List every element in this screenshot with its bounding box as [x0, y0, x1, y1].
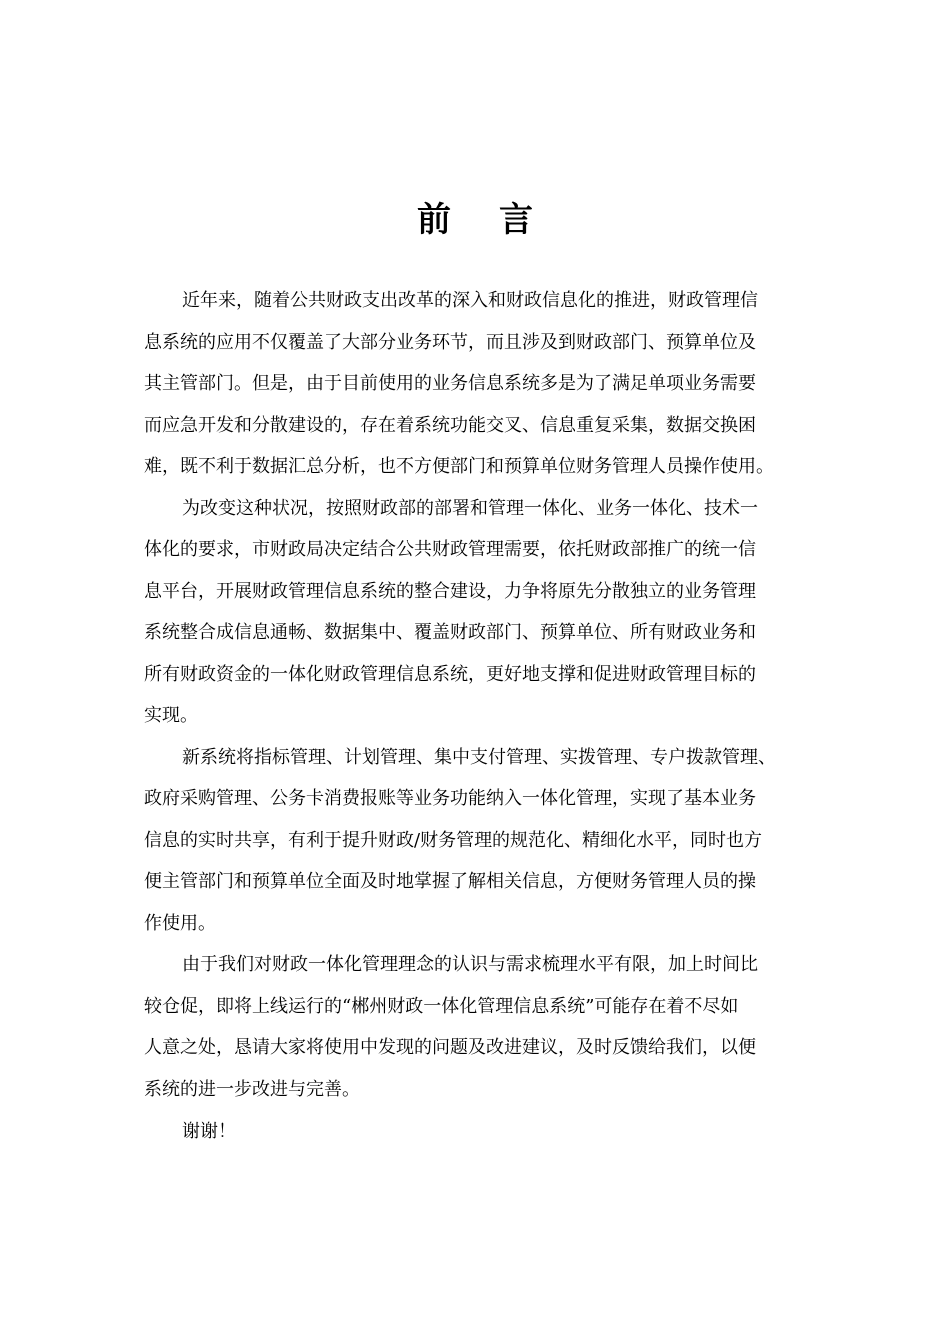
text-line: 难，既不利于数据汇总分析，也不方便部门和预算单位财务管理人员操作使用。 — [144, 456, 774, 477]
closing-line: 谢谢！ — [182, 1121, 236, 1142]
text-line: 其主管部门。但是，由于目前使用的业务信息系统多是为了满足单项业务需要 — [144, 373, 756, 394]
text-line: 息平台，开展财政管理信息系统的整合建设，力争将原先分散独立的业务管理 — [144, 581, 756, 602]
page-title: 前言 — [417, 200, 581, 240]
text-line: 息系统的应用不仅覆盖了大部分业务环节，而且涉及到财政部门、预算单位及 — [144, 332, 756, 353]
text-line: 系统的进一步改进与完善。 — [144, 1079, 360, 1100]
text-line: 信息的实时共享，有利于提升财政/财务管理的规范化、精细化水平，同时也方 — [144, 830, 763, 851]
text-line: 便主管部门和预算单位全面及时地掌握了解相关信息，方便财务管理人员的操 — [144, 871, 756, 892]
text-line: 政府采购管理、公务卡消费报账等业务功能纳入一体化管理，实现了基本业务 — [144, 788, 756, 809]
text-line: 为改变这种状况，按照财政部的部署和管理一体化、业务一体化、技术一 — [182, 498, 758, 519]
text-line: 体化的要求，市财政局决定结合公共财政管理需要，依托财政部推广的统一信 — [144, 539, 756, 560]
text-line: 新系统将指标管理、计划管理、集中支付管理、实拨管理、专户拨款管理、 — [182, 747, 776, 768]
text-line: 较仓促，即将上线运行的“郴州财政一体化管理信息系统”可能存在着不尽如 — [144, 996, 739, 1017]
text-line: 作使用。 — [144, 913, 216, 934]
text-line: 实现。 — [144, 705, 198, 726]
text-line: 人意之处，恳请大家将使用中发现的问题及改进建议，及时反馈给我们，以便 — [144, 1037, 756, 1058]
text-line: 而应急开发和分散建设的，存在着系统功能交叉、信息重复采集，数据交换困 — [144, 415, 756, 436]
text-line: 系统整合成信息通畅、数据集中、覆盖财政部门、预算单位、所有财政业务和 — [144, 622, 756, 643]
text-line: 由于我们对财政一体化管理理念的认识与需求梳理水平有限，加上时间比 — [182, 954, 758, 975]
text-line: 近年来，随着公共财政支出改革的深入和财政信息化的推进，财政管理信 — [182, 290, 758, 311]
text-line: 所有财政资金的一体化财政管理信息系统，更好地支撑和促进财政管理目标的 — [144, 664, 756, 685]
